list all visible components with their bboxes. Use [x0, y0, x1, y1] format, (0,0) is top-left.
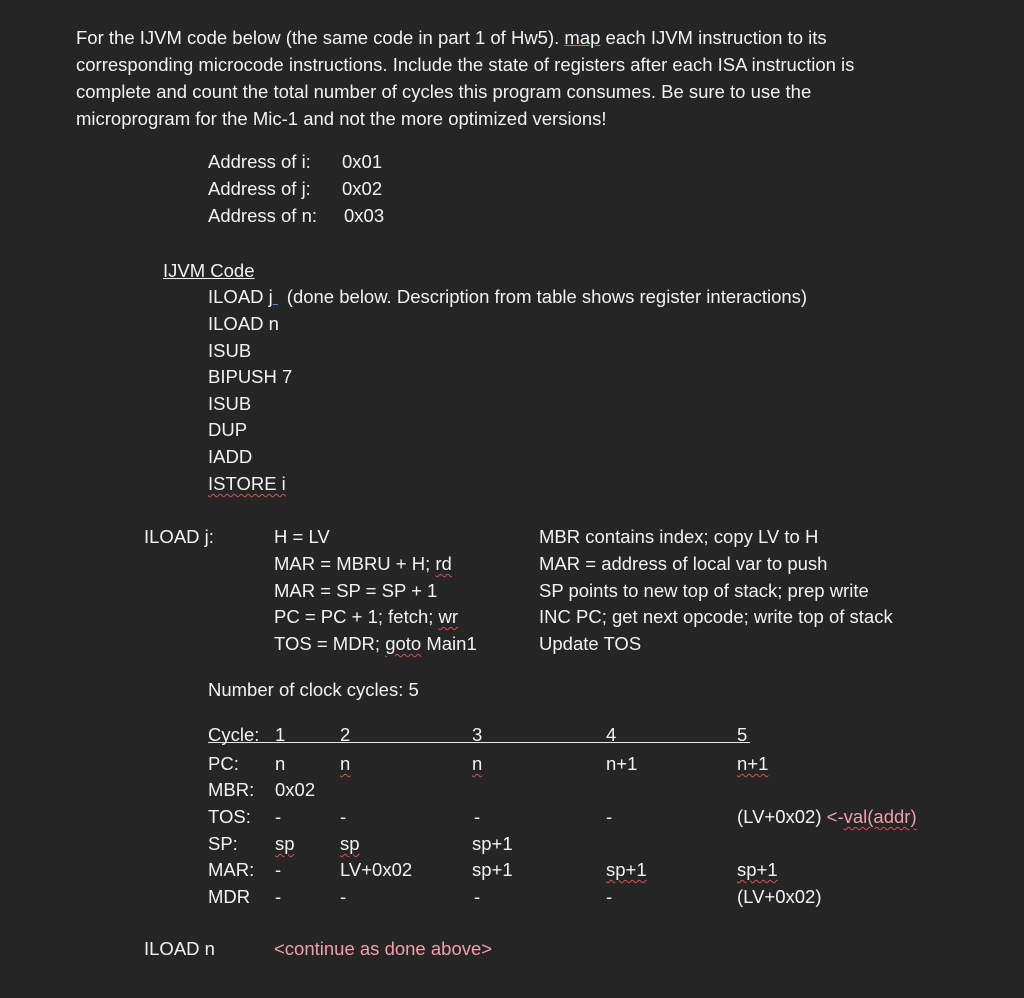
address-value-j: 0x02 [342, 178, 383, 199]
address-label-j: Address of j: [208, 178, 311, 199]
instruction-iload-j: ILOAD j [208, 286, 273, 307]
instruction-line: DUP [208, 419, 248, 440]
reg-label-mar: MAR: [208, 859, 255, 880]
micro-op: MAR = SP = SP + 1 [274, 580, 438, 601]
reg-label-mdr: MDR [208, 886, 251, 907]
cycle-number: 3 [472, 724, 483, 745]
iload-j-label: ILOAD j: [144, 526, 214, 547]
instruction-line: ISUB [208, 393, 252, 414]
mar-value: sp+1 [472, 859, 513, 880]
mar-value: sp+1 [737, 859, 778, 880]
intro-line-2: corresponding microcode instructions. Include the state of registers after each ISA instruction is [76, 54, 855, 75]
tos-value: - [474, 806, 481, 827]
sp-value: sp [275, 833, 295, 854]
micro-desc: MAR = address of local var to push [539, 553, 828, 574]
mar-value: - [275, 859, 282, 880]
iload-n-label: ILOAD n [144, 938, 215, 959]
mar-value: LV+0x02 [340, 859, 413, 880]
instruction-line: ISUB [208, 340, 252, 361]
micro-op: MAR = MBRU + H; rd [274, 553, 452, 574]
cycle-number: 1 [275, 724, 286, 745]
reg-label-sp: SP: [208, 833, 238, 854]
intro-text: For the IJVM code below (the same code in part 1 of Hw5). [76, 27, 565, 48]
micro-desc: INC PC; get next opcode; write top of stack [539, 606, 893, 627]
micro-desc: SP points to new top of stack; prep write [539, 580, 869, 601]
instruction-line: BIPUSH 7 [208, 366, 293, 387]
cycle-header-rule [208, 742, 750, 743]
tos-value: - [275, 806, 282, 827]
tos-value: - [340, 806, 347, 827]
tos-note-arrow: <- [826, 806, 844, 827]
mdr-value: - [474, 886, 481, 907]
ijvm-heading: IJVM Code [163, 260, 255, 281]
mbr-value: 0x02 [275, 779, 316, 800]
pc-value: n [340, 753, 351, 774]
tos-value: (LV+0x02) <-val(addr) [737, 806, 917, 827]
address-label-n: Address of n: [208, 205, 318, 226]
instruction-line [208, 471, 286, 498]
intro-line-1 [76, 24, 1006, 51]
pc-value: n [275, 753, 286, 774]
clock-cycles: Number of clock cycles: 5 [208, 679, 419, 700]
tos-value: - [606, 806, 613, 827]
sp-value: sp [340, 833, 360, 854]
pc-value: n+1 [737, 753, 769, 774]
address-label-i: Address of i: [208, 151, 311, 172]
instruction-istore-i: ISTORE i [208, 473, 286, 494]
intro-paragraph [76, 24, 1006, 132]
mdr-value: - [340, 886, 347, 907]
micro-op: PC = PC + 1; fetch; wr [274, 606, 459, 627]
ijvm-first-instruction [208, 284, 807, 311]
reg-label-pc: PC: [208, 753, 239, 774]
cycle-label: Cycle: [208, 724, 260, 745]
mdr-value: - [606, 886, 613, 907]
cycle-number: 5 [737, 724, 748, 745]
micro-desc: Update TOS [539, 633, 642, 654]
address-value-i: 0x01 [342, 151, 383, 172]
cycle-number: 2 [340, 724, 351, 745]
micro-op: TOS = MDR; goto Main1 [274, 633, 477, 654]
micro-op: H = LV [274, 526, 330, 547]
mdr-value: (LV+0x02) [737, 886, 822, 907]
instruction-line: IADD [208, 446, 253, 467]
intro-line-4: microprogram for the Mic-1 and not the more optimized versions! [76, 108, 607, 129]
instruction-note: (done below. Description from table shows register interactions) [286, 286, 808, 307]
reg-label-tos: TOS: [208, 806, 251, 827]
micro-desc: MBR contains index; copy LV to H [539, 526, 819, 547]
continue-note: <continue as done above> [274, 938, 493, 959]
pc-value: n+1 [606, 753, 638, 774]
mdr-value: - [275, 886, 282, 907]
intro-text: each IJVM instruction to its [600, 27, 827, 48]
reg-label-mbr: MBR: [208, 779, 255, 800]
cycle-number: 4 [606, 724, 617, 745]
mar-value: sp+1 [606, 859, 647, 880]
intro-link-map[interactable]: map [564, 27, 601, 48]
instruction-link-spacer [273, 284, 287, 311]
sp-value: sp+1 [472, 833, 513, 854]
address-value-n: 0x03 [344, 205, 385, 226]
intro-line-3: complete and count the total number of cycles this program consumes. Be sure to use the [76, 81, 812, 102]
tos-note: val(addr) [843, 806, 917, 827]
pc-value: n [472, 753, 483, 774]
instruction-line: ILOAD n [208, 313, 279, 334]
